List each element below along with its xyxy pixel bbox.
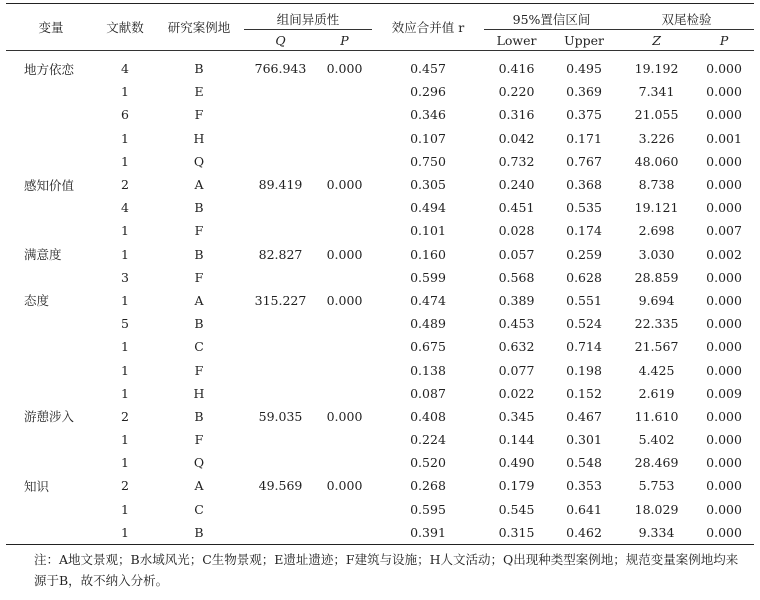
cell-case-site: A xyxy=(194,292,204,308)
cell-z: 9.694 xyxy=(638,292,675,308)
cell-p xyxy=(317,312,372,335)
cell-num-docs: 2 xyxy=(121,408,129,424)
cell-lower: 0.028 xyxy=(498,223,535,239)
cell-q: 49.569 xyxy=(258,478,303,494)
cell-upper: 0.353 xyxy=(566,478,602,494)
cell-num-docs: 1 xyxy=(121,292,129,308)
cell-upper: 0.375 xyxy=(566,107,602,123)
table-row xyxy=(6,312,754,335)
cell-p2: 0.000 xyxy=(706,177,742,193)
cell-z: 18.029 xyxy=(634,501,679,517)
cell-case-site: B xyxy=(194,408,204,424)
cell-lower: 0.077 xyxy=(498,362,535,378)
header-heterogeneity: 组间异质性 xyxy=(244,4,372,30)
cell-upper: 0.628 xyxy=(566,269,602,285)
table-row xyxy=(6,474,754,497)
cell-variable xyxy=(6,312,96,335)
cell-z: 21.055 xyxy=(634,107,679,123)
cell-p: 0.000 xyxy=(326,408,363,424)
cell-upper: 0.174 xyxy=(566,223,602,239)
cell-z: 5.402 xyxy=(638,432,675,448)
cell-variable xyxy=(6,103,96,126)
cell-z: 19.192 xyxy=(634,61,679,77)
cell-upper: 0.171 xyxy=(566,130,602,146)
cell-effect: 0.595 xyxy=(410,501,446,517)
table-row xyxy=(6,173,754,196)
cell-num-docs: 1 xyxy=(121,339,129,355)
cell-q: 766.943 xyxy=(254,61,307,77)
cell-p2: 0.009 xyxy=(706,385,742,401)
cell-lower: 0.389 xyxy=(498,292,535,308)
cell-effect: 0.138 xyxy=(410,362,446,378)
cell-p: 0.000 xyxy=(326,61,363,77)
cell-upper: 0.152 xyxy=(566,385,602,401)
cell-lower: 0.179 xyxy=(498,478,535,494)
cell-q xyxy=(244,358,317,381)
cell-p2: 0.002 xyxy=(706,246,742,262)
cell-effect: 0.599 xyxy=(410,269,446,285)
cell-p2: 0.000 xyxy=(706,362,742,378)
cell-z: 22.335 xyxy=(634,316,679,332)
cell-num-docs: 1 xyxy=(121,501,129,517)
cell-num-docs: 1 xyxy=(121,455,129,471)
cell-effect: 0.087 xyxy=(410,385,446,401)
cell-effect: 0.107 xyxy=(410,130,446,146)
cell-effect: 0.268 xyxy=(410,478,446,494)
cell-case-site: F xyxy=(194,432,204,448)
cell-p xyxy=(317,80,372,103)
cell-upper: 0.535 xyxy=(566,200,602,216)
cell-upper: 0.462 xyxy=(549,521,619,545)
table-row xyxy=(6,451,754,474)
cell-num-docs: 1 xyxy=(96,521,154,545)
cell-q xyxy=(244,451,317,474)
cell-lower: 0.042 xyxy=(498,130,535,146)
cell-num-docs: 1 xyxy=(121,223,129,239)
cell-p xyxy=(317,266,372,289)
table-row xyxy=(6,358,754,381)
cell-num-docs: 2 xyxy=(121,177,129,193)
cell-lower: 0.545 xyxy=(498,501,535,517)
cell-case-site: F xyxy=(194,107,204,123)
cell-case-site: A xyxy=(194,478,204,494)
table-body xyxy=(6,51,754,545)
cell-variable: 态度 xyxy=(24,293,50,309)
cell-lower: 0.315 xyxy=(484,521,549,545)
header-num-docs: 文献数 xyxy=(96,4,154,51)
cell-lower: 0.220 xyxy=(498,84,535,100)
cell-lower: 0.451 xyxy=(498,200,535,216)
cell-variable xyxy=(6,521,96,545)
cell-z: 28.469 xyxy=(634,455,679,471)
cell-num-docs: 1 xyxy=(121,362,129,378)
table-row xyxy=(6,150,754,173)
cell-num-docs: 4 xyxy=(121,200,129,216)
cell-p xyxy=(317,103,372,126)
cell-case-site: B xyxy=(194,200,204,216)
cell-variable xyxy=(6,196,96,219)
cell-case-site: A xyxy=(194,177,204,193)
cell-case-site: B xyxy=(154,521,244,545)
cell-z: 4.425 xyxy=(638,362,675,378)
cell-upper: 0.548 xyxy=(566,455,602,471)
cell-p: 0.000 xyxy=(326,292,363,308)
cell-variable xyxy=(6,498,96,521)
cell-z: 2.619 xyxy=(638,385,675,401)
cell-upper: 0.767 xyxy=(566,153,602,169)
cell-q xyxy=(244,428,317,451)
cell-effect: 0.408 xyxy=(410,408,446,424)
cell-z: 2.698 xyxy=(638,223,675,239)
header-effect-label: 效应合并值 r xyxy=(391,20,465,35)
cell-case-site: B xyxy=(194,246,204,262)
cell-effect: 0.675 xyxy=(410,339,446,355)
cell-effect: 0.101 xyxy=(410,223,446,239)
cell-variable: 感知价值 xyxy=(24,177,75,193)
cell-num-docs: 5 xyxy=(121,316,129,332)
cell-p2: 0.000 xyxy=(694,521,754,545)
cell-q: 89.419 xyxy=(258,177,303,193)
cell-effect: 0.520 xyxy=(410,455,446,471)
cell-q xyxy=(244,80,317,103)
cell-case-site: B xyxy=(194,316,204,332)
cell-effect: 0.457 xyxy=(410,61,446,77)
cell-lower: 0.568 xyxy=(498,269,535,285)
cell-z: 3.226 xyxy=(638,130,675,146)
cell-upper: 0.301 xyxy=(566,432,602,448)
header-two-tailed: 双尾检验 xyxy=(619,4,754,30)
cell-p xyxy=(317,498,372,521)
table-row xyxy=(6,498,754,521)
cell-p2: 0.000 xyxy=(706,478,742,494)
cell-variable: 地方依恋 xyxy=(24,61,75,77)
cell-z: 3.030 xyxy=(638,246,675,262)
header-lower: Lower xyxy=(484,30,549,51)
cell-variable xyxy=(6,127,96,150)
cell-p2: 0.000 xyxy=(706,107,742,123)
cell-case-site: H xyxy=(193,385,205,401)
results-table-container xyxy=(6,3,754,591)
cell-num-docs: 1 xyxy=(121,246,129,262)
cell-q xyxy=(244,103,317,126)
header-q: Q xyxy=(244,30,317,51)
cell-p2: 0.000 xyxy=(706,269,742,285)
header-upper: Upper xyxy=(549,30,619,51)
table-row xyxy=(6,382,754,405)
cell-p xyxy=(317,382,372,405)
cell-lower: 0.240 xyxy=(498,177,535,193)
cell-case-site: F xyxy=(194,362,204,378)
table-row xyxy=(6,51,754,81)
table-row xyxy=(6,521,754,545)
cell-variable xyxy=(6,219,96,242)
cell-num-docs: 1 xyxy=(121,432,129,448)
table-row xyxy=(6,243,754,266)
header-case-site: 研究案例地 xyxy=(154,4,244,51)
meta-analysis-table xyxy=(6,3,754,545)
cell-variable xyxy=(6,382,96,405)
cell-q xyxy=(244,127,317,150)
cell-variable xyxy=(6,428,96,451)
cell-q: 315.227 xyxy=(254,292,307,308)
cell-p2: 0.000 xyxy=(706,84,742,100)
cell-upper: 0.714 xyxy=(566,339,602,355)
table-row xyxy=(6,196,754,219)
cell-q xyxy=(244,521,317,545)
table-row xyxy=(6,289,754,312)
cell-p xyxy=(317,451,372,474)
cell-effect: 0.346 xyxy=(410,107,446,123)
cell-variable xyxy=(6,266,96,289)
cell-num-docs: 1 xyxy=(121,130,129,146)
cell-effect: 0.750 xyxy=(410,153,446,169)
header-ci: 95%置信区间 xyxy=(484,4,619,30)
table-row xyxy=(6,219,754,242)
cell-p xyxy=(317,196,372,219)
header-p2: P xyxy=(694,30,754,51)
cell-z: 28.859 xyxy=(634,269,679,285)
header-p: P xyxy=(317,30,372,51)
cell-variable xyxy=(6,451,96,474)
cell-num-docs: 1 xyxy=(121,84,129,100)
cell-lower: 0.416 xyxy=(498,61,535,77)
cell-q xyxy=(244,382,317,405)
cell-q xyxy=(244,219,317,242)
cell-variable: 满意度 xyxy=(24,247,62,263)
cell-effect: 0.494 xyxy=(410,200,446,216)
table-row xyxy=(6,405,754,428)
cell-upper: 0.467 xyxy=(566,408,602,424)
cell-case-site: H xyxy=(193,130,205,146)
cell-effect: 0.296 xyxy=(410,84,446,100)
cell-p2: 0.000 xyxy=(706,200,742,216)
cell-z: 9.334 xyxy=(619,521,694,545)
cell-z: 48.060 xyxy=(634,153,679,169)
cell-p2: 0.000 xyxy=(706,501,742,517)
cell-num-docs: 1 xyxy=(121,385,129,401)
cell-case-site: C xyxy=(194,339,204,355)
cell-case-site: Q xyxy=(193,455,205,471)
cell-q xyxy=(244,498,317,521)
cell-variable xyxy=(6,335,96,358)
table-row xyxy=(6,80,754,103)
cell-p xyxy=(317,219,372,242)
cell-case-site: E xyxy=(194,84,204,100)
cell-num-docs: 6 xyxy=(121,107,129,123)
cell-p2: 0.000 xyxy=(706,455,742,471)
cell-lower: 0.453 xyxy=(498,316,535,332)
cell-p xyxy=(317,127,372,150)
cell-upper: 0.551 xyxy=(566,292,602,308)
header-z: Z xyxy=(619,30,694,51)
cell-lower: 0.490 xyxy=(498,455,535,471)
cell-num-docs: 2 xyxy=(121,478,129,494)
table-row xyxy=(6,103,754,126)
table-row xyxy=(6,127,754,150)
cell-upper: 0.368 xyxy=(566,177,602,193)
cell-upper: 0.641 xyxy=(566,501,602,517)
cell-variable: 游憩涉入 xyxy=(24,409,75,425)
cell-z: 11.610 xyxy=(634,408,679,424)
cell-num-docs: 4 xyxy=(121,61,129,77)
cell-z: 7.341 xyxy=(638,84,675,100)
cell-lower: 0.732 xyxy=(498,153,535,169)
cell-p xyxy=(317,150,372,173)
cell-variable xyxy=(6,80,96,103)
cell-lower: 0.632 xyxy=(498,339,535,355)
cell-p xyxy=(317,428,372,451)
cell-q: 82.827 xyxy=(258,246,303,262)
cell-lower: 0.144 xyxy=(498,432,535,448)
cell-variable xyxy=(6,358,96,381)
header-effect xyxy=(372,4,484,51)
cell-effect: 0.305 xyxy=(410,177,446,193)
cell-p2: 0.000 xyxy=(706,339,742,355)
table-row xyxy=(6,335,754,358)
cell-upper: 0.524 xyxy=(566,316,602,332)
cell-p2: 0.000 xyxy=(706,61,742,77)
cell-p xyxy=(317,335,372,358)
cell-q: 59.035 xyxy=(258,408,303,424)
table-row xyxy=(6,266,754,289)
cell-lower: 0.345 xyxy=(498,408,535,424)
cell-q xyxy=(244,266,317,289)
cell-q xyxy=(244,335,317,358)
cell-p2: 0.000 xyxy=(706,432,742,448)
cell-lower: 0.316 xyxy=(498,107,535,123)
cell-p: 0.000 xyxy=(326,478,363,494)
cell-case-site: B xyxy=(194,61,204,77)
cell-effect: 0.224 xyxy=(410,432,446,448)
cell-p xyxy=(317,521,372,545)
cell-effect: 0.391 xyxy=(372,521,484,545)
table-row xyxy=(6,428,754,451)
cell-upper: 0.259 xyxy=(566,246,602,262)
cell-lower: 0.057 xyxy=(498,246,535,262)
cell-upper: 0.198 xyxy=(566,362,602,378)
cell-p: 0.000 xyxy=(326,246,363,262)
cell-variable: 知识 xyxy=(24,478,50,494)
cell-effect: 0.489 xyxy=(410,316,446,332)
header-variable: 变量 xyxy=(6,4,96,51)
cell-case-site: C xyxy=(194,501,204,517)
cell-p2: 0.000 xyxy=(706,292,742,308)
cell-p2: 0.001 xyxy=(706,130,742,146)
cell-case-site: F xyxy=(194,223,204,239)
cell-case-site: Q xyxy=(193,153,205,169)
cell-effect: 0.160 xyxy=(410,246,446,262)
cell-upper: 0.495 xyxy=(566,61,602,77)
cell-num-docs: 3 xyxy=(121,269,129,285)
cell-q xyxy=(244,312,317,335)
cell-lower: 0.022 xyxy=(498,385,535,401)
cell-upper: 0.369 xyxy=(566,84,602,100)
cell-z: 8.738 xyxy=(638,177,675,193)
cell-p2: 0.000 xyxy=(706,153,742,169)
cell-variable xyxy=(6,150,96,173)
cell-z: 21.567 xyxy=(634,339,679,355)
cell-p: 0.000 xyxy=(326,177,363,193)
cell-case-site: F xyxy=(194,269,204,285)
table-note: 注：A地文景观；B水域风光；C生物景观；E遗址遗迹；F建筑与设施；H人文活动；Q出现种类型案例地；规范变量案例地均来源于B，故不纳入分析。 xyxy=(34,551,739,588)
table-header xyxy=(6,4,754,51)
cell-z: 19.121 xyxy=(634,200,679,216)
cell-p2: 0.007 xyxy=(706,223,742,239)
cell-q xyxy=(244,196,317,219)
cell-p xyxy=(317,358,372,381)
cell-effect: 0.474 xyxy=(410,292,446,308)
cell-num-docs: 1 xyxy=(121,153,129,169)
cell-z: 5.753 xyxy=(638,478,675,494)
cell-p2: 0.000 xyxy=(706,408,742,424)
cell-p2: 0.000 xyxy=(706,316,742,332)
cell-q xyxy=(244,150,317,173)
